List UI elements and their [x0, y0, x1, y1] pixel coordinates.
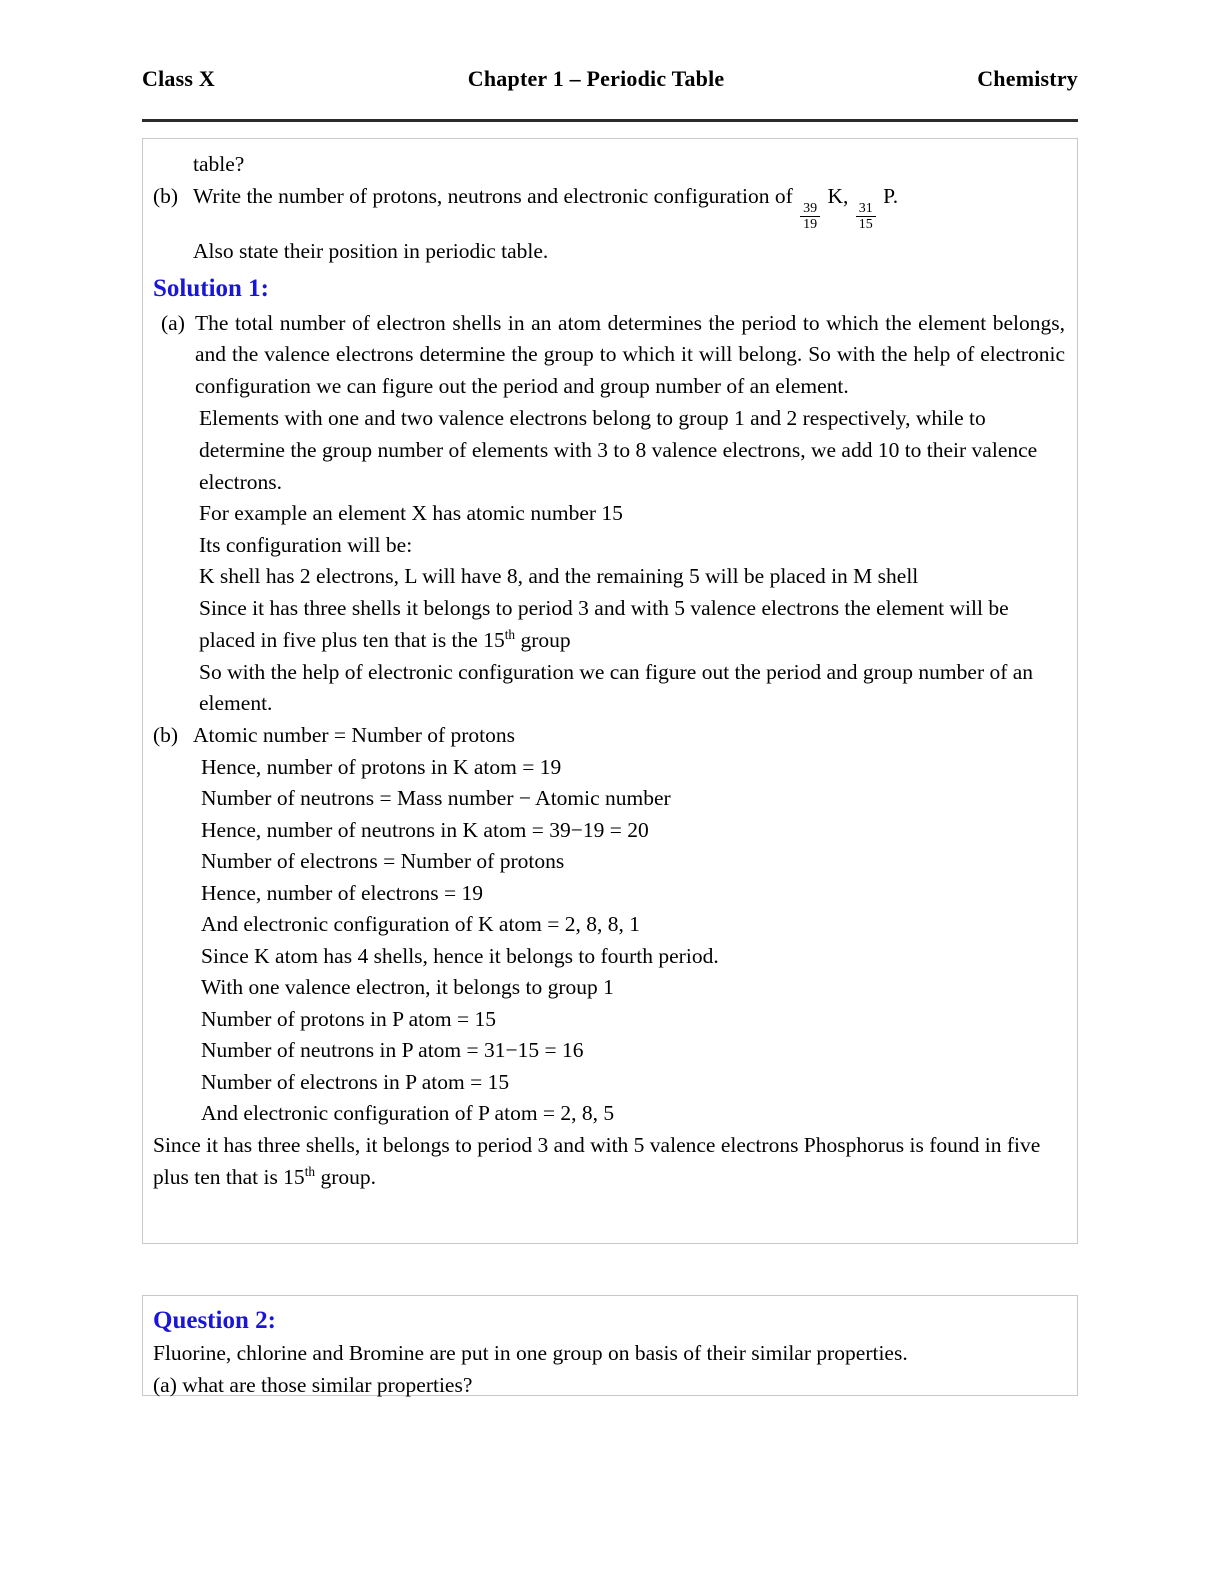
ordinal-suffix: th	[304, 1163, 316, 1179]
superscript-line-post: group	[515, 627, 571, 652]
question2-heading: Question 2:	[153, 1307, 276, 1334]
solution-part-b-line-5: And electronic configuration of K atom = 2, 8, 8, 1	[201, 912, 641, 937]
solution-part-b-line-2: Hence, number of neutrons in K atom = 39−19 = 20	[201, 817, 649, 842]
solution-part-a-closing: So with the help of electronic configuration we can figure out the period and group number of an element.	[199, 659, 1034, 716]
solution-part-b-line-6: Since K atom has 4 shells, hence it belongs to fourth period.	[201, 943, 719, 968]
final-paragraph-pre: Since it has three shells, it belongs to period 3 and with 5 valence electrons Phosphorus is found in five plus ten that is 15	[153, 1132, 1041, 1189]
solution-content-box	[142, 138, 1078, 1244]
question2-box	[142, 1295, 1078, 1396]
solution-part-a-line-2: Its configuration will be:	[199, 532, 413, 557]
solution-part-b-line-0: Hence, number of protons in K atom = 19	[201, 754, 562, 779]
phosphorus-symbol: P.	[883, 183, 899, 208]
mass-number-fraction-potassium	[800, 201, 820, 232]
header-class-label: Class X	[142, 66, 215, 91]
potassium-atomic-number: 19	[803, 217, 818, 233]
question-tail-line: table?	[193, 152, 245, 176]
phosphorus-mass-number: 31	[858, 201, 873, 217]
solution-part-b-line-3: Number of electrons = Number of protons	[201, 849, 565, 874]
question-part-b-marker: (b)	[153, 183, 179, 208]
solution-part-b-marker: (b)	[153, 723, 179, 748]
potassium-symbol: K,	[827, 183, 849, 208]
question-part-b-text: Write the number of protons, neutrons and electronic configuration of	[193, 183, 793, 208]
ordinal-suffix: th	[504, 626, 516, 642]
solution-part-b-row	[153, 720, 1065, 752]
running-header	[142, 66, 1078, 92]
solution-part-b-first-line: Atomic number = Number of protons	[193, 723, 516, 748]
solution-part-b-line-8: Number of protons in P atom = 15	[201, 1006, 496, 1031]
solution-part-a-line-0: Elements with one and two valence electrons belong to group 1 and 2 respectively, while to determine the group number of elements with 3 to 8 valence electrons, we add 10 to their valence electrons.	[199, 406, 1038, 494]
question2-line-2: (a) what are those similar properties?	[153, 1372, 473, 1397]
superscript-line-pre: Since it has three shells it belongs to period 3 and with 5 valence electrons the element will be placed in five plus ten that is the 15	[199, 595, 1009, 652]
final-paragraph-post: group.	[315, 1164, 376, 1189]
solution-part-a-superscript-line	[199, 593, 1065, 657]
phosphorus-atomic-number: 15	[858, 217, 873, 233]
solution-part-a-line-1: For example an element X has atomic number 15	[199, 501, 623, 526]
question-part-b-row	[153, 181, 1065, 233]
solution-part-a-row	[153, 308, 1065, 403]
question2-line-1: Fluorine, chlorine and Bromine are put in one group on basis of their similar properties.	[153, 1341, 908, 1365]
header-divider-rule	[142, 119, 1078, 122]
potassium-mass-number: 39	[803, 201, 818, 217]
solution-part-b-line-11: And electronic configuration of P atom = 2, 8, 5	[201, 1101, 615, 1126]
header-chapter-title: Chapter 1 – Periodic Table	[467, 66, 725, 91]
mass-number-fraction-phosphorus	[856, 201, 876, 232]
solution-part-a-paragraph: The total number of electron shells in an atom determines the period to which the element belongs, and the valence electrons determine the group to which it will belong. So with the help of electronic configuration we can figure out the period and group number of an element.	[195, 310, 1065, 399]
solution-heading: Solution 1:	[153, 274, 270, 302]
solution-part-a-marker: (a)	[161, 310, 185, 335]
question-part-b-body	[193, 181, 1065, 233]
solution-part-b-line-9: Number of neutrons in P atom = 31−15 = 16	[201, 1038, 584, 1063]
solution-part-b-line-10: Number of electrons in P atom = 15	[201, 1069, 510, 1094]
solution-final-paragraph	[153, 1130, 1065, 1194]
solution-part-b-line-4: Hence, number of electrons = 19	[201, 880, 483, 905]
solution-part-a-line-3: K shell has 2 electrons, L will have 8, and the remaining 5 will be placed in M shell	[199, 564, 919, 589]
solution-part-b-line-1: Number of neutrons = Mass number − Atomic number	[201, 786, 671, 811]
solution-part-b-line-7: With one valence electron, it belongs to group 1	[201, 975, 614, 1000]
question-part-b-continuation: Also state their position in periodic table.	[193, 239, 549, 264]
header-subject-label: Chemistry	[977, 66, 1078, 91]
